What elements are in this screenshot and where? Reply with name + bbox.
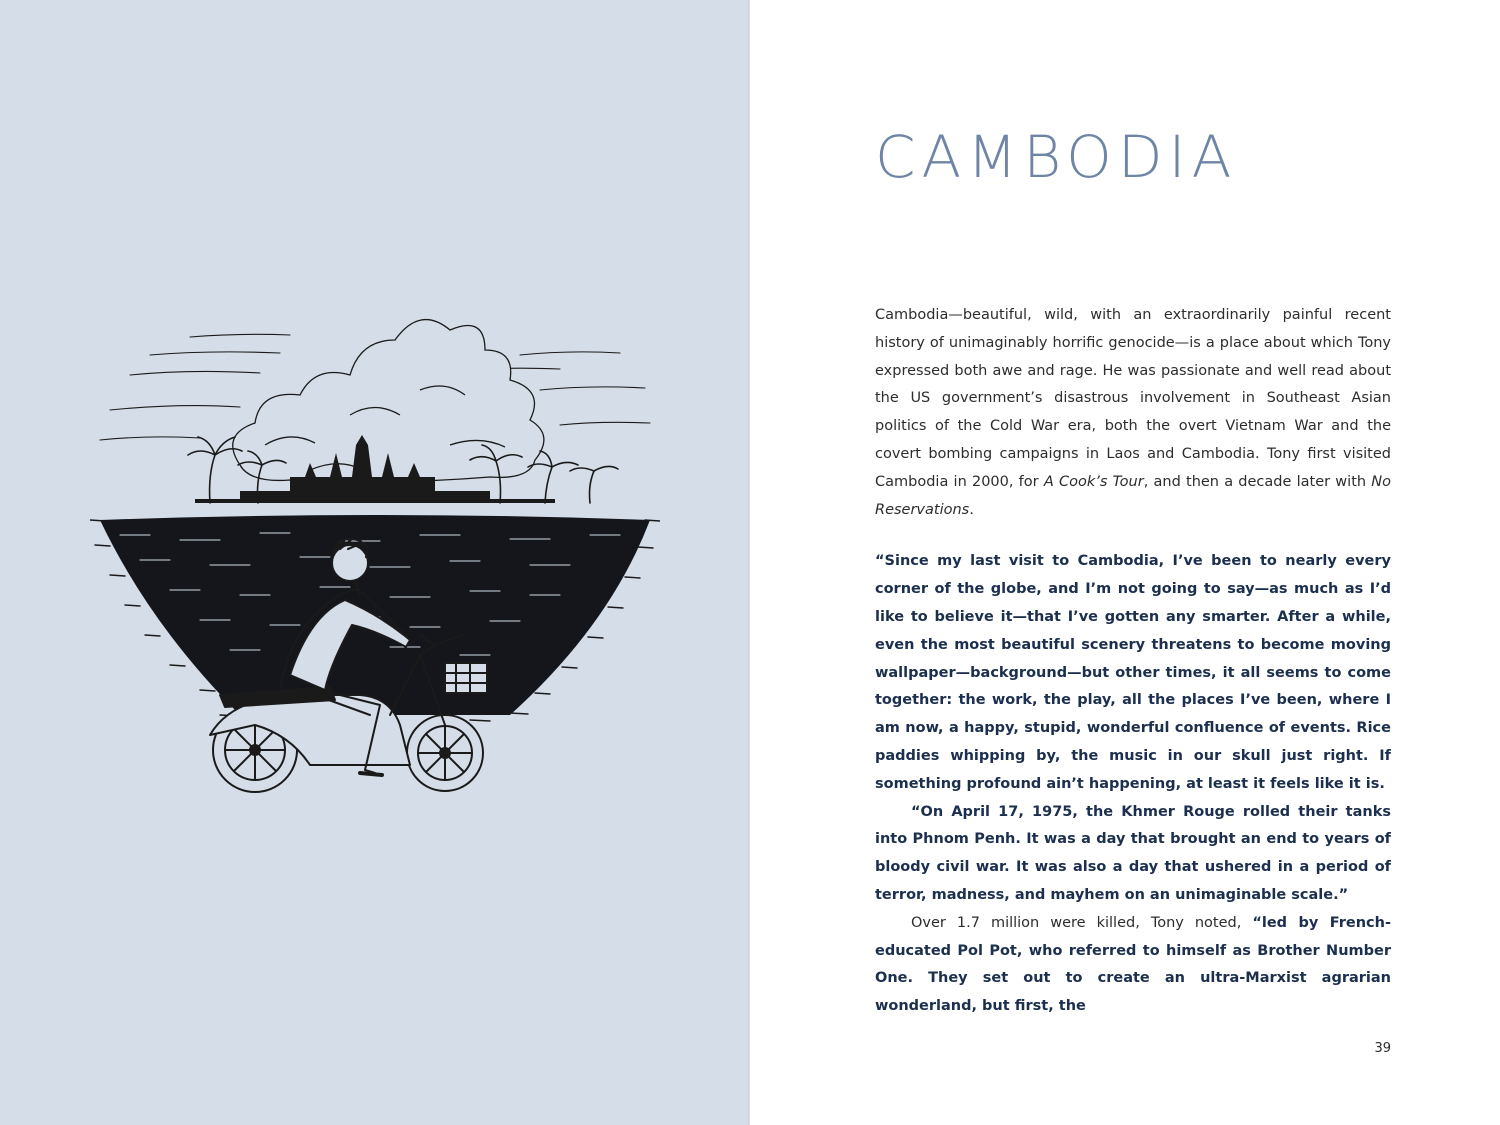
- page-number: 39: [1374, 1041, 1391, 1056]
- final-quote-text: “led by French-educated Pol Pot, who referred to himself as Brother Number One. They set out to create an ultra-Marxist agrarian wonderland, but first, the: [875, 914, 1391, 1015]
- intro-text-1: Cambodia—beautiful, wild, with an extraordinarily painful recent history of unimaginably horrific genocide—is a place about which Tony expressed both awe and rage. He was passionate and well read about the US government’s disastrous involvement in Southeast Asian politics of the Cold War era, both the overt Vietnam War and the covert bombing campaigns in Laos and Cambodia. Tony first visited Cambodia in 2000, for: [875, 307, 1391, 490]
- body-text: [875, 302, 1391, 1021]
- show-title-a-cooks-tour: A Cook’s Tour: [1043, 473, 1144, 490]
- chapter-title: CAMBODIA: [875, 123, 1238, 191]
- show-title-no-reservations: No Reservations: [875, 473, 1391, 518]
- quote-paragraph-2: “On April 17, 1975, the Khmer Rouge rolled their tanks into Phnom Penh. It was a day that brought an end to years of bloody civil war. It was also a day that ushered in a period of terror, madness, and mayhem on an unimaginable scale.”: [875, 803, 1391, 903]
- quote-paragraph-1: “Since my last visit to Cambodia, I’ve been to nearly every corner of the globe, and I’m not going to say—as much as I’d like to believe it—that I’ve gotten any smarter. After a while, even the most beautiful scenery threatens to become moving wallpaper—background—but other times, it all seems to come together: the work, the play, all the places I’ve been, where I am now, a happy, stupid, wonderful confluence of events. Rice paddies whipping by, the music in our skull just right. If something profound ain’t happening, at least it feels like it is.: [875, 553, 1391, 792]
- final-lead-text: Over 1.7 million were killed, Tony noted,: [911, 914, 1253, 931]
- intro-paragraph: [875, 302, 1391, 524]
- intro-text-3: .: [969, 501, 974, 518]
- angkor-wat-motorbike-illustration: [90, 295, 660, 815]
- final-paragraph: [875, 910, 1391, 1021]
- intro-text-2: , and then a decade later with: [1143, 473, 1372, 490]
